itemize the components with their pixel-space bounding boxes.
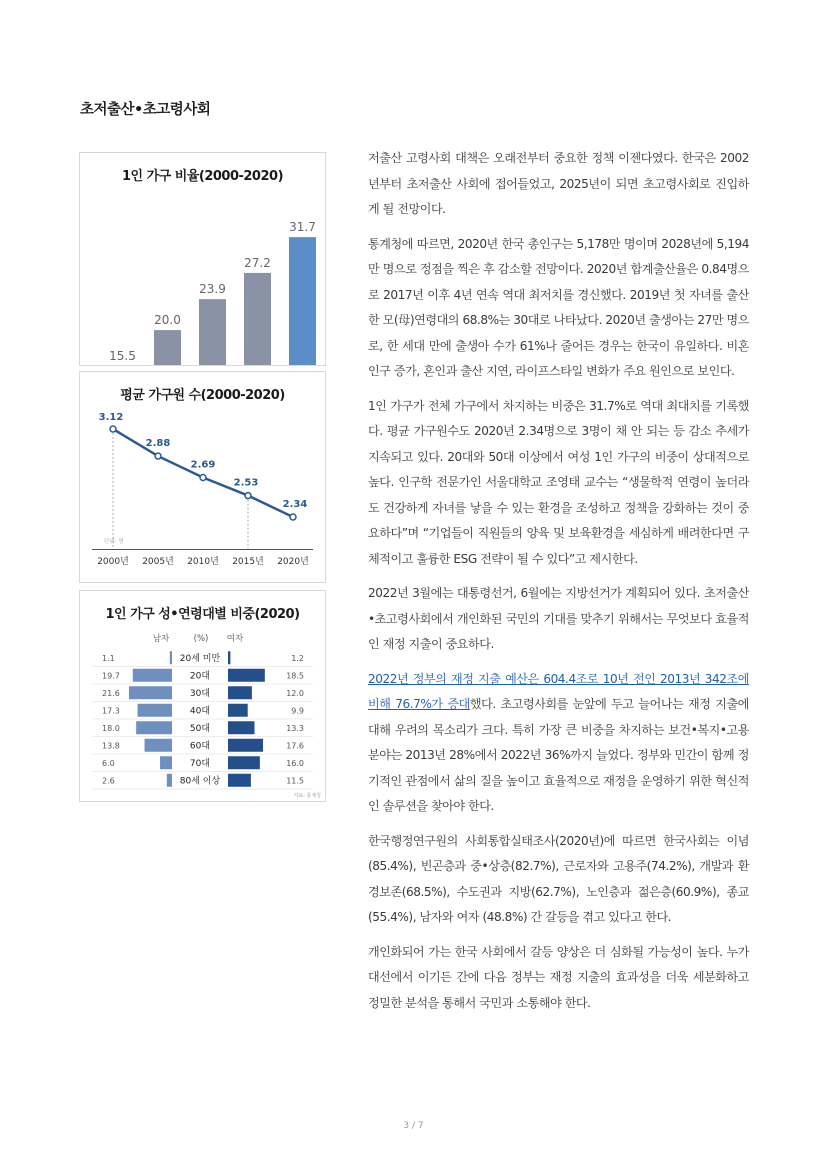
data-label-men: 18.0 — [102, 723, 120, 733]
data-label: 2.34 — [282, 499, 308, 510]
data-point — [110, 426, 116, 432]
bar-women — [228, 774, 251, 787]
category-label: 60대 — [189, 741, 211, 752]
bar-men — [129, 686, 172, 699]
paragraph-text: 했다. 초고령사회를 눈앞에 두고 늘어나는 재정 지출에 대해 우려의 목소리가 크다. 특히 가장 큰 비중을 차지하는 보건•복지•고용 분야는 2013년 28%에서 2022년 36%까지 늘었다. 정부와 민간이 함께 정기적인 관점에서 삶의 질을 높이고 효율적으로 재정을 운영하기 위한 혁신적인 솔루션을 찾아야 한다. — [368, 697, 749, 813]
data-label-women: 17.6 — [286, 741, 304, 751]
data-label-women: 11.5 — [286, 776, 304, 786]
data-label-men: 2.6 — [102, 776, 115, 786]
data-label-women: 1.2 — [291, 653, 304, 663]
paragraph — [368, 667, 749, 820]
data-label-men: 6.0 — [102, 758, 115, 768]
paragraph: 1인 가구가 전체 가구에서 차지하는 비중은 31.7%로 역대 최대치를 기록했다. 평균 가구원수도 2020년 2.34명으로 3명이 채 안 되는 등 감소 추세가 지속되고 있다. 20대와 50대 이상에서 여성 1인 가구의 비중이 상대적으로 높다. 인구학 전문가인 서울대학교 조영태 교수는 “생물학적 연령이 높더라도 건강하게 자녀를 낳을 수 있는 환경을 조성하고 정책을 강화하는 것이 중요하다”며 “기업들이 직원들의 양육 및 보육환경을 세심하게 배려한다면 구체적이고 훌륭한 ESG 전략이 될 수 있다”고 제시한다. — [368, 398, 749, 566]
category-label: 40대 — [189, 706, 211, 717]
legend-women: 여자 — [226, 634, 244, 644]
series-line — [113, 429, 293, 517]
legend-men: 남자 — [152, 634, 170, 644]
source-note: 자료: 통계청 — [293, 793, 321, 799]
paragraph: 2022년 3월에는 대통령선거, 6월에는 지방선거가 계획되어 있다. 초저출산•초고령사회에서 개인화된 국민의 기대를 맞추기 위해서는 무엇보다 효율적인 재정 지출이 중요하다. — [368, 586, 749, 651]
article-body — [368, 146, 749, 1025]
chart-avg-household-size — [79, 371, 326, 583]
data-label-men: 1.1 — [102, 653, 115, 663]
data-point — [155, 453, 161, 459]
data-label: 2.88 — [145, 438, 171, 450]
tick-label: 2015년 — [232, 557, 264, 567]
category-label: 80세 이상 — [179, 776, 221, 787]
paragraph: 통계청에 따르면, 2020년 한국 총인구는 5,178만 명이며 2028년에 5,194만 명으로 정점을 찍은 후 감소할 전망이다. 2020년 합계출산율은 0.84명으로 2017년 이후 4년 연속 역대 최저치를 경신했다. 2019년 첫 자녀를 출산한 모(母)연령대의 68.8%는 30대로 나타났다. 2020년 출생아는 27만 명으로, 한 세대 만에 출생아 수가 61%나 줄어든 경우는 한국이 유일하다. 비혼 인구 증가, 혼인과 출산 지연, 라이프스타일 변화가 주요 원인으로 보인다. — [368, 236, 749, 378]
data-label-women: 12.0 — [286, 688, 304, 698]
bar-women — [228, 721, 254, 734]
bar — [199, 299, 226, 365]
bar-women — [228, 651, 230, 664]
bar-women — [228, 669, 265, 682]
chart-title: 1인 가구 비율(2000-2020) — [121, 169, 284, 184]
butterfly-chart — [80, 591, 325, 801]
data-label: 31.7 — [289, 220, 316, 235]
bar-women — [228, 739, 263, 752]
line-chart — [80, 372, 325, 582]
tick-label: 2020년 — [277, 557, 309, 567]
data-label-men: 19.7 — [102, 671, 120, 681]
data-label-men: 21.6 — [102, 688, 120, 698]
chart-single-household-ratio — [79, 152, 326, 366]
bar-men — [133, 669, 172, 682]
tick-label: 2010년 — [187, 557, 219, 567]
bar-men — [167, 774, 172, 787]
unit-label: 단위: 명 — [104, 539, 124, 545]
category-label: 50대 — [189, 723, 211, 734]
paragraph: 저출산 고령사회 대책은 오래전부터 중요한 정책 이젠다였다. 한국은 2002년부터 초저출산 사회에 접어들었고, 2025년이 되면 초고령사회로 진입하게 될 전망이다. — [368, 151, 749, 216]
category-label: 30대 — [189, 688, 211, 699]
tick-label: 2005년 — [142, 557, 174, 567]
legend-unit: (%) — [193, 634, 209, 644]
bar-men — [138, 704, 172, 717]
data-label-women: 13.3 — [286, 723, 304, 733]
data-label-men: 13.8 — [102, 741, 120, 751]
bar — [244, 273, 271, 365]
chart-gender-age-share — [79, 590, 326, 802]
bar-women — [228, 686, 252, 699]
data-label-women: 16.0 — [286, 758, 304, 768]
bar-men — [160, 756, 172, 769]
bar-men — [136, 721, 172, 734]
data-label: 23.9 — [199, 282, 226, 297]
bar-men — [145, 739, 172, 752]
data-point — [245, 493, 251, 499]
page-number: 3 / 7 — [403, 1121, 424, 1131]
paragraph: 한국행정연구원의 사회통합실태조사(2020년)에 따르면 한국사회는 이념(85.4%), 빈곤층과 중•상층(82.7%), 근로자와 고용주(74.2%), 개발과 환경보존(68.5%), 수도권과 지방(62.7%), 노인층과 젊은층(60.9%), 종교 (55.4%), 남자와 여자 (48.8%) 간 갈등을 겪고 있다고 한다. — [368, 833, 749, 924]
data-label: 3.12 — [98, 412, 124, 423]
data-label-men: 17.3 — [102, 706, 120, 716]
data-label-women: 9.9 — [291, 706, 304, 716]
bar — [154, 330, 181, 365]
category-label: 70대 — [189, 758, 211, 769]
category-label: 20대 — [189, 671, 211, 682]
bar — [289, 237, 316, 365]
bar-men — [170, 651, 172, 664]
paragraph: 개인화되어 가는 한국 사회에서 갈등 양상은 더 심화될 가능성이 높다. 누가 대선에서 이기든 간에 다음 정부는 재정 지출의 효과성을 더욱 세분화하고 정밀한 분석을 통해서 국민과 소통해야 한다. — [368, 944, 749, 1010]
data-point — [200, 475, 206, 481]
tick-label: 2000년 — [97, 557, 129, 567]
bar-chart — [80, 153, 325, 365]
data-label: 27.2 — [244, 255, 271, 270]
data-label-women: 18.5 — [286, 671, 304, 681]
bar-women — [228, 704, 248, 717]
data-point — [290, 514, 296, 520]
category-label: 20세 미만 — [179, 653, 221, 664]
data-label: 2.53 — [233, 477, 259, 489]
data-label: 20.0 — [154, 313, 181, 328]
highlight-link[interactable]: 2022년 정부의 재정 지출 예산은 604.4조로 10년 전인 2013년 342조에 비해 76.7%가 증대 — [368, 671, 749, 711]
section-title: 초저출산•초고령사회 — [80, 102, 211, 118]
data-label: 15.5 — [109, 348, 136, 363]
bar-women — [228, 756, 260, 769]
chart-title: 1인 가구 성•연령대별 비중(2020) — [105, 607, 300, 622]
chart-title: 평균 가구원 수(2000-2020) — [120, 388, 285, 403]
data-label: 2.69 — [190, 459, 216, 471]
